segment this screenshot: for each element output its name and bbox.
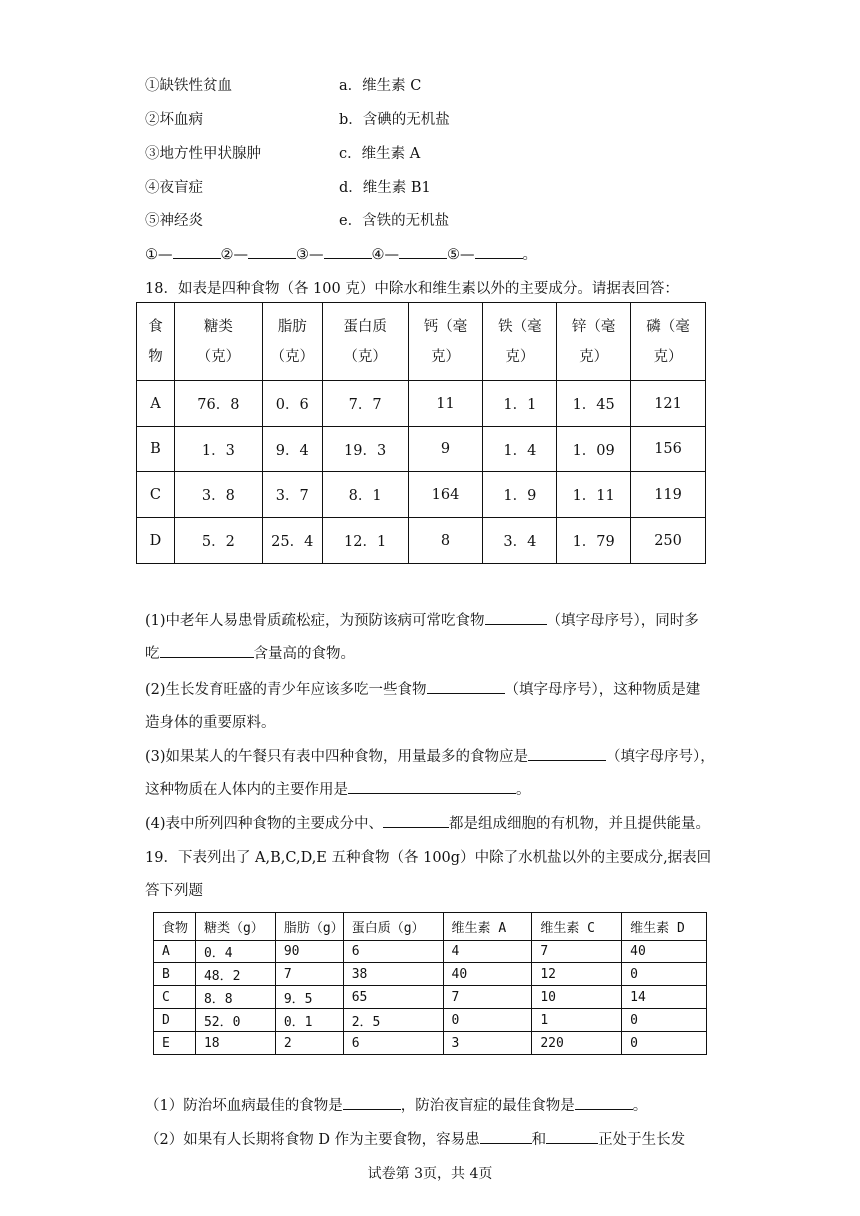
table-row: A 76．8 0．6 7．7 11 1．1 1．45 121 [137,381,706,427]
table-row: B 1．3 9．4 19．3 9 1．4 1．09 156 [137,427,706,472]
table-row: B 48．2 7 38 40 12 0 [154,963,707,986]
q18-header-sugar: 糖类 （克） [174,303,262,381]
q19-header-vitamin-a: 维生素 A [443,913,532,941]
q18-header-phosphorus: 磷（毫 克） [631,303,706,381]
q18-header-calcium: 钙（毫 克） [408,303,483,381]
q18-question-3: (3)如果某人的午餐只有表中四种食物，用量最多的食物应是 （填字母序号）， [145,745,715,766]
q19-table [153,912,707,1055]
q19-header-vitamin-d: 维生素 D [622,913,707,941]
q18-q3-blank-1[interactable] [528,745,606,761]
q19-header-row [154,913,707,941]
q18-q1-blank-1[interactable] [485,609,547,625]
match-right-1: a．维生素 C [339,78,422,94]
table-row: C 8．8 9．5 65 7 10 14 [154,986,707,1009]
match-left-1: ①缺铁性贫血 [145,78,232,94]
answer-blank-1[interactable] [173,243,221,259]
q18-header-fat: 脂肪 （克） [262,303,322,381]
q19-q1-blank-2[interactable] [575,1094,633,1110]
answer-blank-4[interactable] [399,243,447,259]
match-left-4: ④夜盲症 [145,180,203,196]
q18-header-food: 食 物 [137,303,175,381]
q18-question-4: (4)表中所列四种食物的主要成分中、 都是组成细胞的有机物，并且提供能量。 [145,812,710,833]
q18-q3-blank-2[interactable] [348,778,516,794]
match-left-5: ⑤神经炎 [145,213,203,229]
table-row: D 52．0 0．1 2．5 0 1 0 [154,1009,707,1032]
q19-header-food: 食物 [154,913,196,941]
q18-q1-blank-2[interactable] [160,642,254,658]
table-row: E 18 2 6 3 220 0 [154,1032,707,1055]
q18-question-2: (2)生长发育旺盛的青少年应该多吃一些食物 （填字母序号），这种物质是建 [145,678,700,699]
q18-header-row [137,303,706,381]
table-row: A 0．4 90 6 4 7 40 [154,941,707,963]
q18-table [136,302,706,564]
q19-question-1: （1）防治坏血病最佳的食物是 ，防治夜盲症的最佳食物是 。 [145,1094,647,1115]
answer-blank-2[interactable] [248,243,296,259]
q18-question-2-cont: 造身体的重要原料。 [145,715,276,731]
table-row: C 3．8 3．7 8．1 164 1．9 1．11 119 [137,472,706,518]
answer-blank-3[interactable] [324,243,372,259]
match-left-3: ③地方性甲状腺肿 [145,146,261,162]
q18-question-1-cont: 吃 含量高的食物。 [145,642,355,663]
q19-header-fat: 脂肪（g） [275,913,343,941]
q19-header-vitamin-c: 维生素 C [532,913,622,941]
match-right-3: c．维生素 A [339,146,421,162]
match-right-5: e．含铁的无机盐 [339,213,450,229]
q19-intro-cont: 答下列题 [145,883,203,899]
match-right-4: d．维生素 B1 [339,180,431,196]
q18-q4-blank[interactable] [383,812,449,828]
q19-intro: 19．下表列出了 A,B,C,D,E 五种食物（各 100g）中除了水机盐以外的主要成分,据表回 [145,850,712,866]
q18-q2-blank[interactable] [427,678,505,694]
page-footer: 试卷第 3页，共 4页 [367,1166,493,1182]
q18-header-zinc: 锌（毫 克） [557,303,631,381]
q18-question-1: (1)中老年人易患骨质疏松症，为预防该病可常吃食物 （填字母序号），同时多 [145,609,699,630]
match-right-2: b．含碘的无机盐 [339,112,450,128]
q18-question-3-cont: 这种物质在人体内的主要作用是 。 [145,778,531,799]
q19-header-sugar: 糖类（g） [195,913,275,941]
q19-header-protein: 蛋白质（g） [343,913,443,941]
match-answer-line: ①— ②— ③— ④— ⑤— 。 [145,243,537,264]
q18-header-iron: 铁（毫 克） [483,303,557,381]
q18-header-protein: 蛋白质 （克） [322,303,408,381]
q18-intro: 18．如表是四种食物（各 100 克）中除水和维生素以外的主要成分。请据表回答： [145,281,679,297]
q19-q2-blank-2[interactable] [546,1128,598,1144]
q19-question-2: （2）如果有人长期将食物 D 作为主要食物，容易患 和 正处于生长发 [145,1128,685,1149]
q19-q2-blank-1[interactable] [480,1128,532,1144]
match-left-2: ②坏血病 [145,112,203,128]
answer-blank-5[interactable] [475,243,523,259]
q19-q1-blank-1[interactable] [343,1094,401,1110]
table-row: D 5．2 25．4 12．1 8 3．4 1．79 250 [137,518,706,564]
